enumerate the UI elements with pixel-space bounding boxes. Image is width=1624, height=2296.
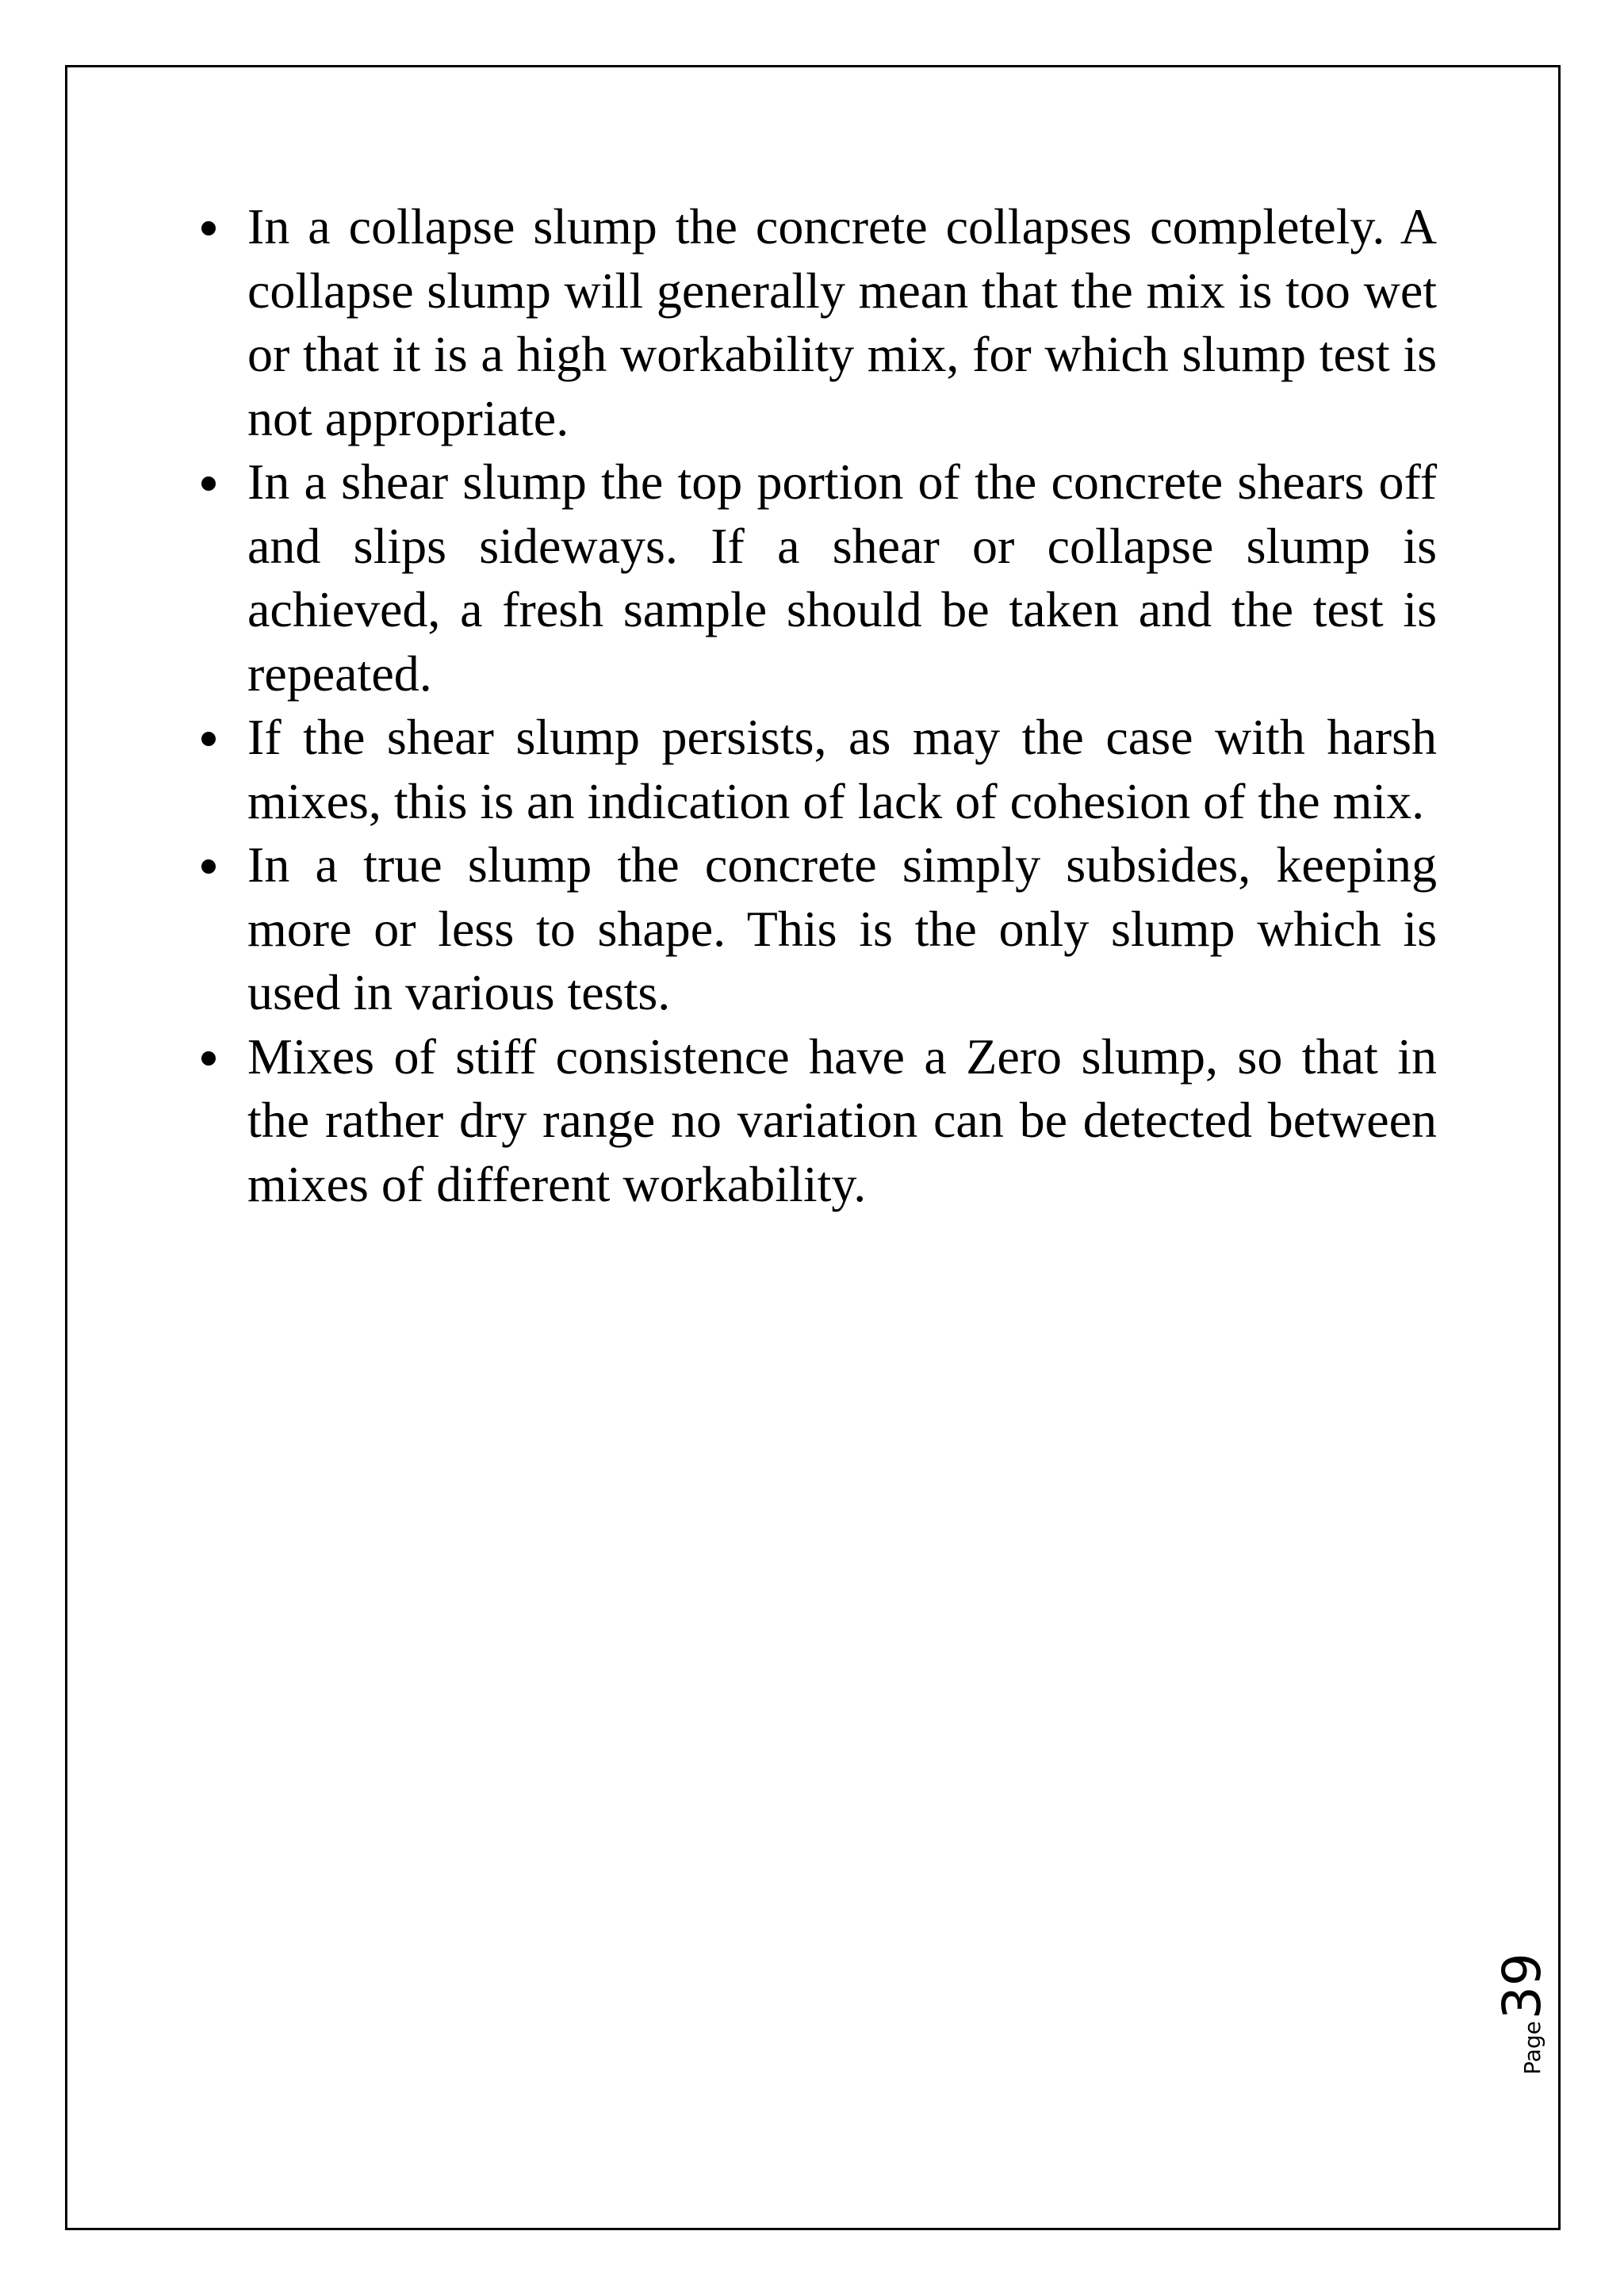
bullet-list [198,195,1437,1216]
bullet-icon [201,859,216,874]
list-item [198,833,1437,1025]
bullet-icon [201,221,216,235]
list-item [198,450,1437,706]
bullet-text: Mixes of stiff consistence have a Zero slump, so that in the rather dry range no variation can be detected between mixes of different workability. [247,1027,1437,1212]
bullet-icon [201,1051,216,1066]
bullet-text: In a true slump the concrete simply subsides, keeping more or less to shape. This is the only slump which is used in various tests. [247,836,1437,1020]
bullet-text: In a shear slump the top portion of the concrete shears off and slips sideways. If a shear or collapse slump is achieved, a fresh sample should be taken and the test is repeated. [247,453,1437,702]
page-number-value: 39 [1492,1953,1553,2020]
list-item [198,706,1437,833]
page-content [198,195,1437,1216]
list-item [198,1025,1437,1217]
page-label: Page [1519,2021,1545,2075]
list-item [198,195,1437,450]
bullet-icon [201,732,216,746]
bullet-text: If the shear slump persists, as may the case with harsh mixes, this is an indication of lack of cohesion of the mix. [247,709,1437,829]
bullet-icon [201,476,216,491]
bullet-text: In a collapse slump the concrete collapses completely. A collapse slump will generally mean that the mix is too wet or that it is a high workability mix, for which slump test is not appropriate. [247,198,1437,446]
page-number [1492,1911,1553,2117]
